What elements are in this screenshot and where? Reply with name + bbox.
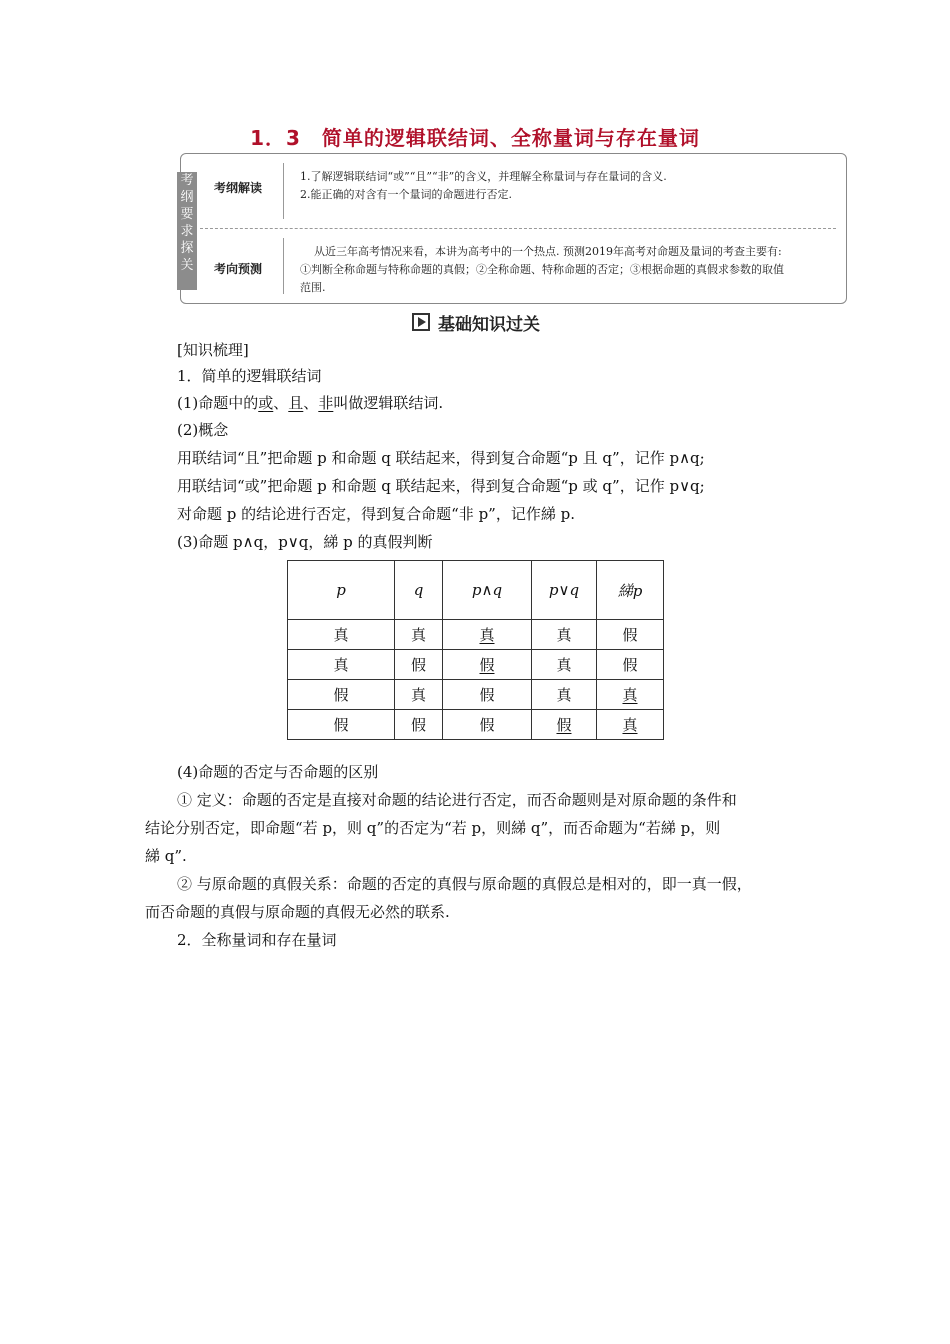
table-row [288,620,664,650]
truth-heading: (3)命题 p∧q，p∨q，綈 p 的真假判断 [177,533,433,551]
outline-text [300,168,667,204]
side-char: 求 [180,224,194,239]
header-cell: q [395,561,443,620]
side-char: 关 [180,258,194,273]
truth-table [287,560,664,740]
blank-or: 或 [258,394,274,412]
play-icon [412,313,430,331]
outline-line: 1.了解逻辑联结词“或”“且”“非”的含义，并理解全称量词与存在量词的含义. [300,170,667,183]
relation-line-2: 而否命题的真假与原命题的真假无必然的联系. [145,903,450,921]
header-cell: 綈p [597,561,664,620]
distinction-heading: (4)命题的否定与否命题的区别 [177,763,379,781]
header-cell: p∧q [443,561,532,620]
table-cell: 假 [443,710,532,740]
side-char: 探 [180,241,194,256]
text: 、 [303,394,319,412]
header-cell: p∨q [532,561,597,620]
table-cell: 真 [532,650,597,680]
table-cell: 假 [532,710,597,740]
outline-label: 考纲解读 [214,181,263,195]
table-cell: 假 [443,680,532,710]
definition-line-3: 綈 q”. [145,847,187,865]
forecast-divider [283,238,284,294]
section-banner [412,311,540,333]
forecast-text [300,243,784,297]
and-definition: 用联结词“且”把命题 p 和命题 q 联结起来，得到复合命题“p 且 q”，记作 p∧q; [177,449,705,467]
side-char: 要 [180,207,194,222]
table-cell: 真 [597,710,664,740]
table-cell: 假 [288,680,395,710]
section-tag: [知识梳理] [177,341,249,359]
forecast-label: 考向预测 [214,262,263,276]
table-header-row [288,561,664,620]
definition-line-1: ① 定义：命题的否定是直接对命题的结论进行否定，而否命题则是对原命题的条件和 [177,791,737,809]
outline-divider [283,163,284,219]
heading-connectives: 1．简单的逻辑联结词 [177,367,322,385]
side-char: 纲 [180,190,194,205]
text: 、 [273,394,289,412]
table-cell: 假 [395,710,443,740]
concept-heading: (2)概念 [177,421,229,439]
forecast-line: 范围. [300,281,326,294]
blank-and: 且 [288,394,304,412]
or-definition: 用联结词“或”把命题 p 和命题 q 联结起来，得到复合命题“p 或 q”，记作 p∨q; [177,477,705,495]
requirements-divider [200,228,836,229]
table-cell: 假 [395,650,443,680]
table-cell: 真 [288,620,395,650]
table-cell: 真 [532,680,597,710]
table-cell: 假 [597,650,664,680]
side-char: 考 [180,173,194,188]
table-cell: 假 [597,620,664,650]
forecast-line: 从近三年高考情况来看，本讲为高考中的一个热点. 预测2019年高考对命题及量词的考查主要有: [314,245,782,258]
heading-quantifiers: 2．全称量词和存在量词 [177,931,337,949]
text: (1)命题中的 [177,394,259,412]
text: 叫做逻辑联结词. [333,394,444,412]
table-row [288,680,664,710]
page-title: 1．3 简单的逻辑联结词、全称量词与存在量词 [250,126,700,150]
table-cell: 假 [443,650,532,680]
table-row [288,710,664,740]
table-cell: 真 [288,650,395,680]
table-cell: 真 [395,620,443,650]
banner-title: 基础知识过关 [438,314,540,335]
forecast-line: ①判断全称命题与特称命题的真假；②全称命题、特称命题的否定；③根据命题的真假求参数的取值 [300,263,784,276]
table-cell: 真 [395,680,443,710]
header-cell: p [288,561,395,620]
requirements-side-label [177,172,197,290]
table-row [288,650,664,680]
not-definition: 对命题 p 的结论进行否定，得到复合命题“非 p”，记作綈 p. [177,505,575,523]
connectives-definition [177,393,443,413]
relation-line-1: ② 与原命题的真假关系：命题的否定的真假与原命题的真假总是相对的，即一真一假， [177,875,752,893]
outline-line: 2.能正确的对含有一个量词的命题进行否定. [300,188,512,201]
blank-not: 非 [318,394,334,412]
table-cell: 假 [288,710,395,740]
table-cell: 真 [532,620,597,650]
table-cell: 真 [443,620,532,650]
table-cell: 真 [597,680,664,710]
definition-line-2: 结论分别否定，即命题“若 p，则 q”的否定为“若 p，则綈 q”，而否命题为“若綈 p，则 [145,819,721,837]
